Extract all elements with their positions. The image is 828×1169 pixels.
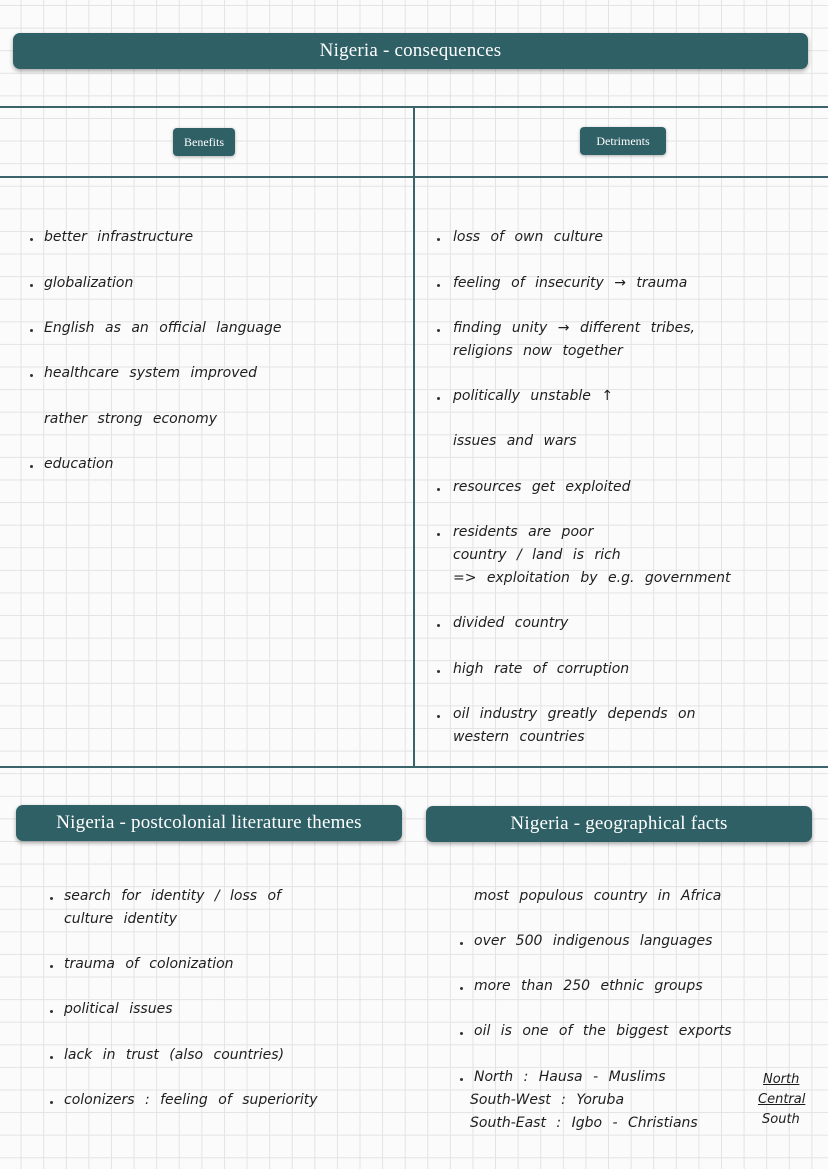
bullet bbox=[437, 533, 440, 536]
benefit-item: rather strong economy bbox=[44, 411, 218, 427]
bullet bbox=[460, 987, 463, 990]
bullet bbox=[30, 329, 33, 332]
benefits-tag bbox=[173, 128, 235, 156]
benefit-item: education bbox=[44, 456, 114, 472]
detriments-label: Detriments bbox=[596, 133, 650, 148]
literature-title: Nigeria - postcolonial literature themes bbox=[56, 812, 362, 833]
bullet bbox=[437, 488, 440, 491]
bullet bbox=[460, 1032, 463, 1035]
benefit-item: healthcare system improved bbox=[44, 365, 257, 381]
benefit-item: better infrastructure bbox=[44, 229, 194, 245]
bullet bbox=[30, 284, 33, 287]
bullet bbox=[30, 238, 33, 241]
literature-item: colonizers : feeling of superiority bbox=[64, 1092, 318, 1108]
geography-item: most populous country in Africa bbox=[474, 888, 722, 904]
detriment-item: resources get exploited bbox=[453, 479, 631, 495]
benefit-item: globalization bbox=[44, 275, 134, 291]
bullet bbox=[437, 397, 440, 400]
bullet bbox=[437, 715, 440, 718]
bullet bbox=[50, 897, 53, 900]
consequences-title: Nigeria - consequences bbox=[319, 40, 502, 61]
bullet bbox=[437, 624, 440, 627]
detriment-item: issues and wars bbox=[453, 433, 577, 449]
detriment-item: country / land is rich bbox=[453, 547, 621, 563]
geography-item: North : Hausa - Muslims bbox=[474, 1069, 666, 1085]
detriment-item: divided country bbox=[453, 615, 569, 631]
literature-item: search for identity / loss of bbox=[64, 888, 281, 904]
detriment-item: high rate of corruption bbox=[453, 661, 630, 677]
literature-item: political issues bbox=[64, 1001, 173, 1017]
detriment-item: finding unity → different tribes, bbox=[453, 320, 695, 336]
table-column-divider bbox=[413, 106, 415, 767]
bullet bbox=[30, 374, 33, 377]
bullet bbox=[437, 238, 440, 241]
region-north: North bbox=[763, 1072, 800, 1087]
detriment-item: religions now together bbox=[453, 343, 623, 359]
region-central: Central bbox=[758, 1092, 806, 1107]
geography-title: Nigeria - geographical facts bbox=[510, 813, 728, 834]
consequences-title-banner bbox=[13, 33, 808, 69]
detriment-item: loss of own culture bbox=[453, 229, 603, 245]
benefit-item: English as an official language bbox=[44, 320, 282, 336]
detriment-item: feeling of insecurity → trauma bbox=[453, 275, 688, 291]
geography-title-banner bbox=[426, 806, 812, 842]
bullet bbox=[460, 1078, 463, 1081]
bullet bbox=[437, 284, 440, 287]
bullet bbox=[50, 1101, 53, 1104]
literature-item: trauma of colonization bbox=[64, 956, 234, 972]
benefits-label: Benefits bbox=[184, 134, 224, 149]
bullet bbox=[437, 329, 440, 332]
detriments-tag bbox=[580, 127, 666, 155]
literature-item: lack in trust (also countries) bbox=[64, 1047, 285, 1063]
geography-item: more than 250 ethnic groups bbox=[474, 978, 703, 994]
geography-item: oil is one of the biggest exports bbox=[474, 1023, 732, 1039]
detriment-item: residents are poor bbox=[453, 524, 594, 540]
detriment-item: oil industry greatly depends on bbox=[453, 706, 696, 722]
geography-item: South-West : Yoruba bbox=[470, 1092, 625, 1108]
detriment-item: western countries bbox=[453, 729, 585, 745]
bullet bbox=[50, 1056, 53, 1059]
bullet bbox=[30, 465, 33, 468]
bullet bbox=[50, 965, 53, 968]
detriment-item: politically unstable ↑ bbox=[453, 388, 614, 404]
literature-item: culture identity bbox=[64, 911, 178, 927]
detriment-item: => exploitation by e.g. government bbox=[453, 570, 731, 586]
geography-item: over 500 indigenous languages bbox=[474, 933, 713, 949]
geography-item: South-East : Igbo - Christians bbox=[470, 1115, 698, 1131]
bullet bbox=[460, 942, 463, 945]
bullet bbox=[437, 670, 440, 673]
bullet bbox=[50, 1010, 53, 1013]
literature-title-banner bbox=[16, 805, 402, 841]
region-south: South bbox=[762, 1112, 800, 1127]
